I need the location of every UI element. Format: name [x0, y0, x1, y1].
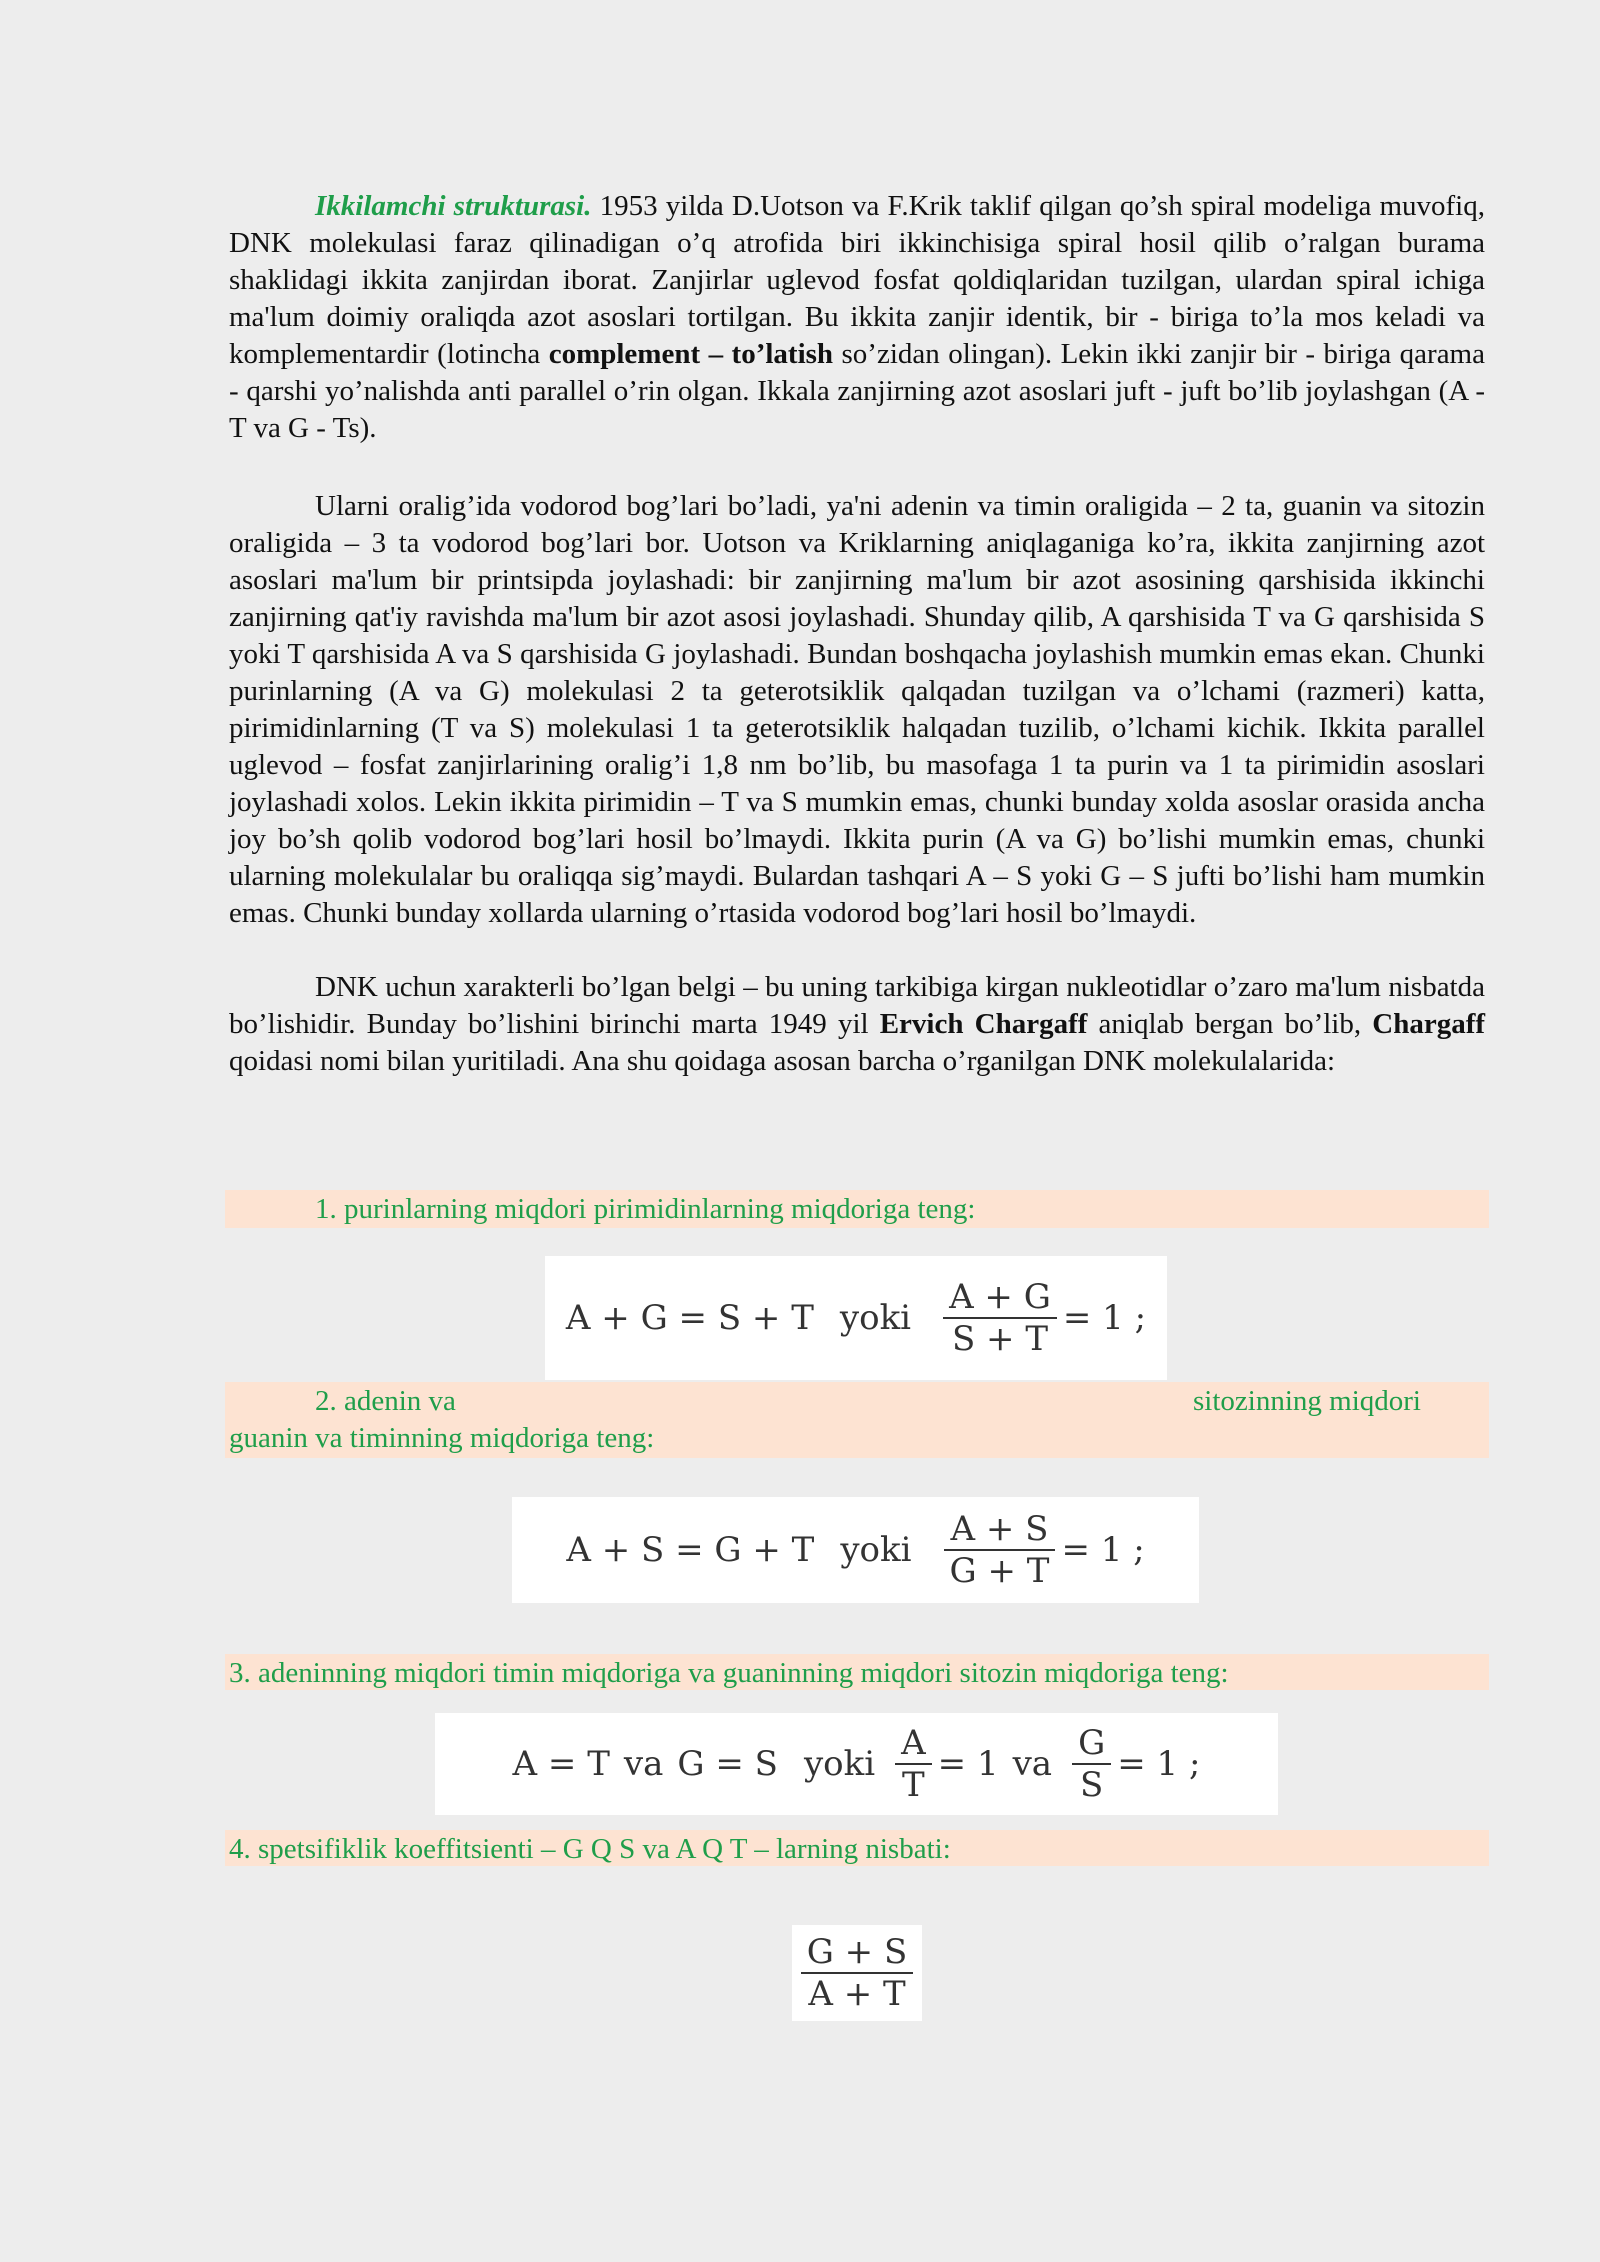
fraction	[944, 1509, 1056, 1591]
rule-2-text-cont: guanin va timinning miqdoriga teng:	[229, 1422, 655, 1454]
bold-name: Ervich Chargaff	[879, 1008, 1088, 1040]
fraction-numerator: G + S	[806, 1932, 908, 1972]
rule-1-text: 1. purinlarning miqdori pirimidinlarning miqdoriga teng:	[315, 1193, 976, 1225]
fraction-denominator: T	[902, 1765, 925, 1805]
fraction-denominator: S + T	[951, 1319, 1049, 1359]
fraction-numerator: A	[901, 1723, 926, 1763]
formula-lhs: A + S = G + T	[566, 1530, 815, 1570]
formula-lhs: A + G = S + T	[565, 1298, 814, 1338]
paragraph-text: DNK uchun xarakterli bo’lgan belgi – bu uning tarkibiga kirgan nukleotidlar o’zaro ma'lum nisbatda bo’lishidir. Bunday bo’lishini birinchi marta 1949 yil	[229, 971, 1485, 1040]
formula-equals: = 1	[937, 1744, 999, 1784]
formula-lhs-1: A = T	[512, 1744, 610, 1784]
paragraph-secondary-structure	[229, 188, 1485, 447]
rule-2-text-right: sitozinning miqdori	[1193, 1385, 1421, 1417]
fraction-denominator: A + T	[808, 1974, 906, 2014]
formula-tail: = 1 ;	[1117, 1744, 1201, 1784]
paragraph-text: 1953 yilda D.Uotson va F.Krik taklif qilgan qo’sh spiral modeliga muvofiq, DNK molekulasi faraz qilinadigan o’q atrofida biri ikkinchisiga spiral hosil qilib o’ralgan burama shaklidagi ikkita zanjirdan iborat. Zanjirlar uglevod fosfat qoldiqlaridan tuzilgan, ulardan spiral ichiga ma'lum doimiy oraliqda azot asoslari tortilgan. Bu ikkita zanjir identik, bir - biriga to’la mos keladi va komplementardir (lotincha	[229, 190, 1485, 370]
fraction-numerator: A + S	[950, 1509, 1049, 1549]
paragraph-text: aniqlab bergan bo’lib,	[1087, 1008, 1373, 1040]
rule-2-text: 2. adenin va	[315, 1385, 456, 1417]
paragraph-chargaff	[229, 969, 1485, 1080]
fraction-numerator: A + G	[949, 1277, 1051, 1317]
fraction	[801, 1932, 914, 2014]
rule-3-text: 3. adeninning miqdori timin miqdoriga va guaninning miqdori sitozin miqdoriga teng:	[229, 1657, 1229, 1689]
formula-word: va	[623, 1744, 664, 1784]
fraction	[943, 1277, 1057, 1359]
paragraph-text: Ularni oralig’ida vodorod bog’lari bo’ladi, ya'ni adenin va timin oraligida – 2 ta, guanin va sitozin oraligida – 3 ta vodorod bog’lari bor. Uotson va Kriklarning aniqlaganiga ko’ra, ikkita zanjirning azot asoslari ma'lum bir printsipda joylashadi: bir zanjirning ma'lum bir azot asosining qarshisida ikkinchi zanjirning qat'iy ravishda ma'lum bir azot asosi joylashadi. Shunday qilib, A qarshisida T va G qarshisida S yoki T qarshisida A va S qarshisida G joylashadi. Bundan boshqacha joylashish mumkin emas ekan. Chunki purinlarning (A va G) molekulasi 2 ta geterotsiklik qalqadan tuzilgan va o’lchami (razmeri) katta, pirimidinlarning (T va S) molekulasi 1 ta geterotsiklik halqadan tuzilib, o’lchami kichik. Ikkita parallel uglevod – fosfat zanjirlarining oralig’i 1,8 nm bo’lib, bu masofaga 1 ta purin va 1 ta pirimidin asoslari joylashadi xolos. Lekin ikkita pirimidin – T va S mumkin emas, chunki bunday xolda asoslar orasida ancha joy bo’sh qolib vodorod bog’lari hosil bo’lmaydi. Ikkita purin (A va G) bo’lishi mumkin emas, chunki ularning molekulalar bu oraliqqa sig’maydi. Bulardan tashqari A – S yoki G – S jufti bo’lishi ham mumkin emas. Chunki bunday xollarda ularning o’rtasida vodorod bog’lari hosil bo’lmaydi.	[229, 490, 1485, 929]
fraction-denominator: G + T	[949, 1551, 1050, 1591]
formula-word: yoki	[839, 1298, 912, 1338]
formula-word: yoki	[803, 1744, 876, 1784]
formula-2	[512, 1497, 1199, 1603]
fraction-numerator: G	[1078, 1723, 1106, 1763]
paragraph-text: so’zidan olingan). Lekin ikki zanjir bir - biriga qarama - qarshi yo’nalishda anti parallel o’rin olgan. Ikkala zanjirning azot asoslari juft - juft bo’lib joylashgan (A - T va G - Ts).	[229, 338, 1485, 444]
bold-name: Chargaff	[1372, 1008, 1486, 1040]
formula-4	[792, 1925, 922, 2021]
formula-tail: = 1 ;	[1061, 1530, 1145, 1570]
formula-tail: = 1 ;	[1062, 1298, 1147, 1338]
formula-word: va	[1012, 1744, 1053, 1784]
formula-1	[545, 1256, 1167, 1380]
paragraph-hydrogen-bonds	[229, 488, 1485, 932]
fraction-denominator: S	[1080, 1765, 1104, 1805]
section-heading: Ikkilamchi strukturasi.	[315, 190, 592, 222]
fraction	[1072, 1723, 1111, 1805]
formula-lhs-2: G = S	[677, 1744, 778, 1784]
formula-word: yoki	[840, 1530, 912, 1570]
formula-3	[435, 1713, 1278, 1815]
bold-term: complement – to’latish	[548, 338, 834, 370]
paragraph-text: qoidasi nomi bilan yuritiladi. Ana shu qoidaga asosan barcha o’rganilgan DNK molekulalarida:	[229, 1045, 1336, 1077]
fraction	[895, 1723, 932, 1805]
rule-4-text: 4. spetsifiklik koeffitsienti – G Q S va A Q T – larning nisbati:	[229, 1833, 951, 1865]
